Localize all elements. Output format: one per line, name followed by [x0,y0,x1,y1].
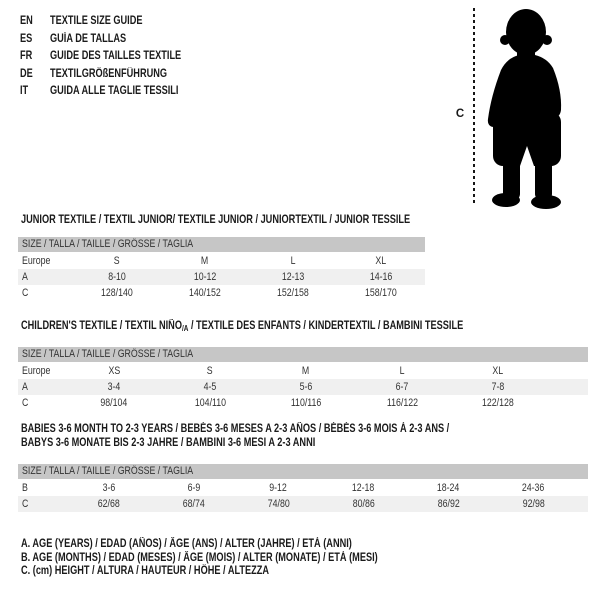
cell: 3-4 [107,381,121,393]
table-row [18,480,588,496]
table-row [18,269,425,285]
table-row [18,285,425,301]
cell: 4-5 [203,381,217,393]
language-title: GUIDA ALLE TAGLIE TESSILI [50,85,179,98]
table-row [18,395,588,411]
cell: 7-8 [491,381,505,393]
cell: 80/86 [352,498,375,510]
language-row [20,48,214,66]
language-code: FR [20,50,33,63]
language-title: TEXTILE SIZE GUIDE [50,15,143,27]
cell: 18-24 [437,482,460,494]
cell: 98/104 [100,397,128,409]
cell: S [207,365,213,377]
cell: XS [108,365,120,377]
babies-size-table [18,464,588,512]
cell: 68/74 [182,498,205,510]
cell: 62/68 [97,498,120,510]
cell: 8-10 [108,271,126,283]
language-row [20,31,214,49]
cell: 9-12 [269,482,288,494]
cell: 128/140 [101,287,133,299]
size-band: SIZE / TALLA / TAILLE / GRÖSSE / TAGLIA [18,464,588,479]
cell: 122/128 [482,397,514,409]
row-label: C [22,287,29,299]
language-code: IT [20,85,29,98]
row-label: B [22,482,28,494]
language-code: EN [20,15,33,27]
cell: S [114,255,120,267]
cell: 104/110 [194,397,226,409]
cell: 86/92 [437,498,460,510]
language-row [20,66,214,84]
cell: 92/98 [522,498,545,510]
cell: 24-36 [522,482,545,494]
row-label: A [22,271,28,283]
cell: 152/158 [277,287,309,299]
language-title: TEXTILGRÖßENFÜHRUNG [50,67,168,80]
cell: 12-18 [352,482,375,494]
row-label: C [22,397,29,409]
cell: 6-7 [395,381,409,393]
cell: 116/122 [386,397,418,409]
legend-height-cm: C. (cm) HEIGHT / ALTURA / HAUTEUR / HÖHE / ALTEZZA [21,565,270,578]
language-row [20,83,214,101]
table-row [18,363,588,379]
babies-table-title-line1: BABIES 3-6 MONTH TO 2-3 YEARS / BEBÉS 3-6 MESES A 2-3 AÑOS / BÉBÉS 3-6 MOIS À 2-3 ANS / [21,423,450,435]
cell: M [201,255,209,267]
height-measure-dotted-line [473,8,475,206]
table-row [18,379,588,395]
cell: 140/152 [189,287,221,299]
cell: M [302,365,310,377]
table-row [18,496,588,512]
language-list [20,13,214,101]
cell: XL [375,255,387,267]
measure-legend [21,538,467,579]
size-band: SIZE / TALLA / TAILLE / GRÖSSE / TAGLIA [18,237,425,252]
cell: 74/80 [267,498,290,510]
toddler-silhouette [479,4,575,210]
table-row [18,253,425,269]
babies-table-title-line2: BABYS 3-6 MONATE BIS 2-3 JAHRE / BAMBINI 3-6 MESI A 2-3 ANNI [21,437,316,449]
language-code: DE [20,67,33,80]
row-label: C [22,498,29,510]
children-table-title: CHILDREN'S TEXTILE / TEXTIL NIÑO/A / TEXTILE DES ENFANTS / KINDERTEXTIL / BAMBINI TESSILE [21,320,464,333]
legend-age-years: A. AGE (YEARS) / EDAD (AÑOS) / ÂGE (ANS) / ALTER (JAHRE) / ETÀ (ANNI) [21,538,352,550]
language-code: ES [20,32,33,45]
cell: 10-12 [193,271,217,283]
language-title: GUÍA DE TALLAS [50,32,127,45]
cell: 5-6 [299,381,313,393]
language-row [20,13,214,31]
legend-age-months: B. AGE (MONTHS) / EDAD (MESES) / ÂGE (MOIS) / ALTER (MONATE) / ETÀ (MESI) [21,551,378,564]
cell: 12-13 [281,271,305,283]
cell: 110/116 [290,397,322,409]
row-label: Europe [22,255,51,267]
size-band: SIZE / TALLA / TAILLE / GRÖSSE / TAGLIA [18,347,588,362]
cell: 6-9 [187,482,200,494]
cell: 158/170 [365,287,397,299]
junior-size-table [18,237,425,301]
cell: L [290,255,296,267]
cell: XL [492,365,504,377]
height-measure-label: C [455,108,465,120]
junior-table-title: JUNIOR TEXTILE / TEXTIL JUNIOR/ TEXTILE JUNIOR / JUNIORTEXTIL / JUNIOR TESSILE [21,214,411,226]
row-label: Europe [22,365,51,377]
cell: L [399,365,405,377]
row-label: A [22,381,28,393]
cell: 14-16 [369,271,393,283]
cell: 3-6 [102,482,115,494]
language-title: GUIDE DES TAILLES TEXTILE [50,50,182,63]
children-size-table [18,347,588,411]
